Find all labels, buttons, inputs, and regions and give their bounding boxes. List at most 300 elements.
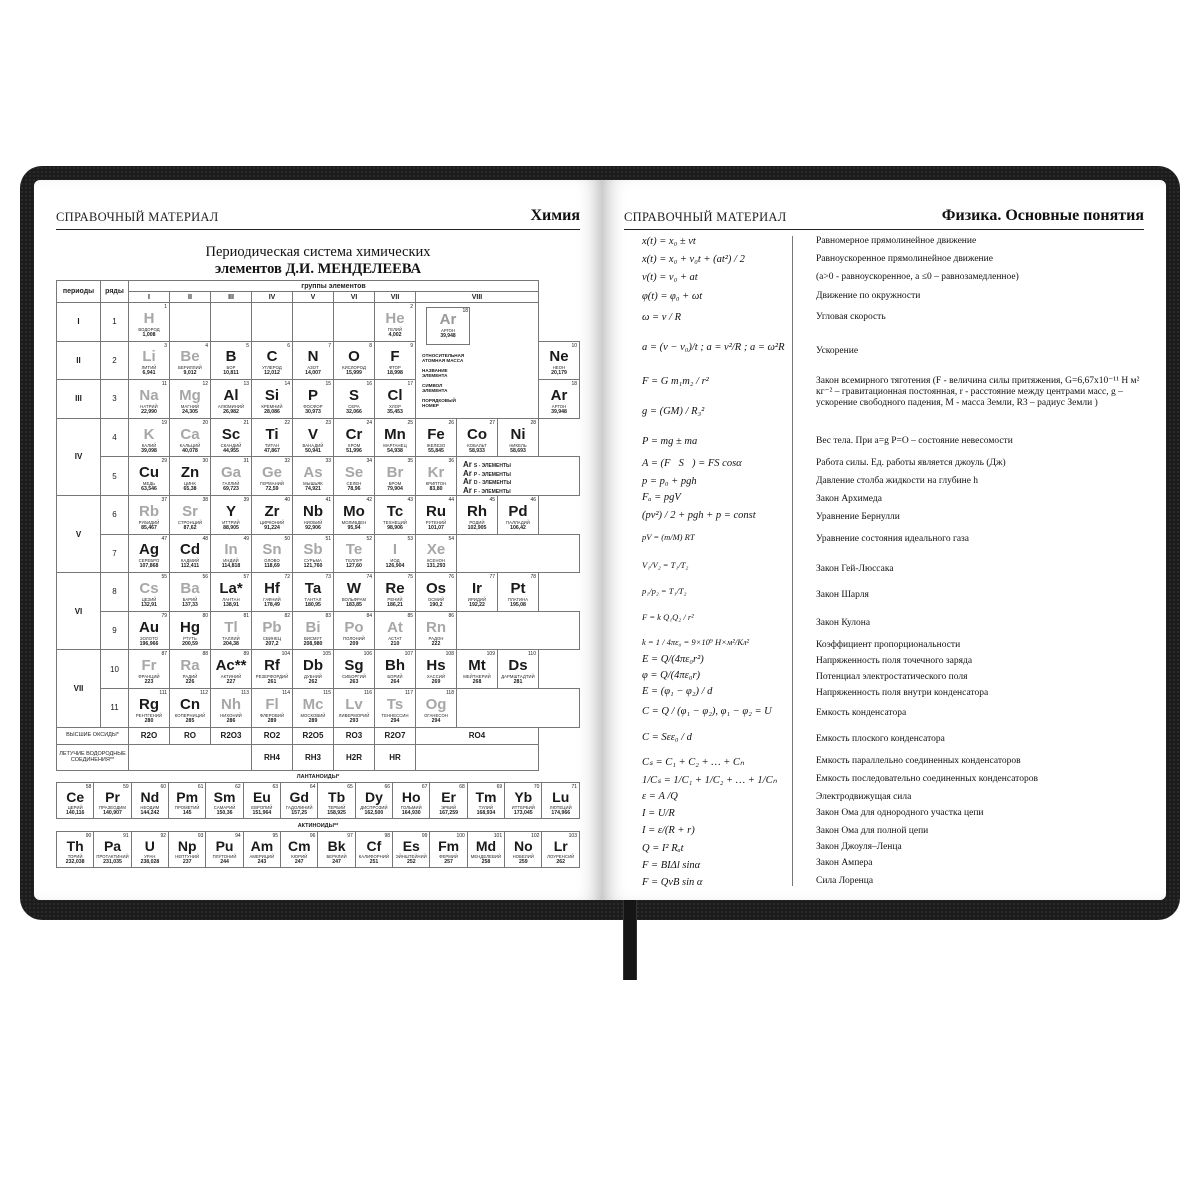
element-symbol: Os (425, 579, 446, 597)
element-symbol: Ir (471, 579, 482, 597)
element-name: ФОСФОР (303, 403, 323, 409)
element-symbol: Es (402, 838, 420, 854)
description-27: Закон Ома для полной цепи (816, 826, 929, 836)
element-mass: 262 (556, 859, 566, 865)
empty-cell (457, 688, 580, 727)
element-number: 9 (410, 342, 413, 349)
element-number: 18 (571, 381, 577, 388)
element-name: ИРИДИЙ (467, 596, 487, 602)
element-number: 74 (366, 574, 372, 581)
element-number: 112 (200, 689, 208, 696)
element-symbol: Cu (139, 464, 159, 482)
element-number: 55 (161, 574, 167, 581)
element-mass: 231,035 (103, 859, 122, 865)
col-header-rows: ряды (101, 281, 129, 303)
legend-caption: НОМЕР (422, 403, 439, 408)
element-mass: 204,38 (223, 640, 239, 647)
element-name: ХРОМ (347, 442, 361, 448)
group-header-V: V (293, 292, 334, 303)
description-20: Напряженность поля внутри конденсатора (816, 688, 989, 698)
description-22: Емкость плоского конденсатора (816, 734, 945, 744)
element-number: 88 (202, 651, 208, 658)
description-2: Равноускоренное прямолинейное движение (816, 254, 993, 264)
element-cell-Cd (170, 534, 211, 573)
element-name: ТАНТАЛ (304, 596, 322, 602)
element-mass: 238,028 (140, 859, 160, 865)
element-name: МЕЙТНЕРИЙ (463, 674, 491, 680)
element-cell-Na (129, 380, 170, 419)
element-mass: 286 (226, 717, 236, 724)
element-name: КАЛИФОРНИЙ (358, 854, 390, 859)
element-symbol: Cd (180, 541, 200, 559)
element-mass: 9,012 (183, 370, 197, 377)
description-16: Закон Кулона (816, 618, 871, 628)
element-number: 3 (164, 342, 167, 349)
element-number: 61 (197, 784, 204, 790)
element-number: 116 (364, 689, 372, 696)
element-mass: 258 (481, 859, 491, 865)
element-name: МЫШЬЯК (303, 481, 323, 487)
element-cell-La (211, 573, 252, 612)
element-cell-Ta (293, 573, 334, 612)
element-name: СЕРА (348, 403, 360, 409)
element-cell-Fr (129, 650, 170, 689)
element-symbol: I (392, 541, 398, 559)
element-name: ТАЛЛИЙ (222, 635, 240, 641)
element-symbol: W (346, 579, 362, 597)
element-mass: 262 (308, 679, 318, 686)
element-number: 30 (202, 458, 208, 465)
oxide-formula: R2O7 (375, 727, 416, 744)
element-symbol: Zn (180, 464, 200, 482)
lanthanides-label: ЛАНТАНОИДЫ* (296, 774, 340, 780)
element-name: НИОБИЙ (303, 519, 323, 525)
element-symbol: La* (219, 579, 243, 597)
element-number: 48 (202, 535, 208, 542)
element-name: РОДИЙ (469, 519, 485, 525)
element-number: 60 (160, 784, 167, 790)
element-cell-Sr (170, 495, 211, 534)
period-label: I (57, 303, 101, 342)
right-header-title: Физика. Основные понятия (941, 207, 1144, 224)
element-number: 114 (282, 689, 290, 696)
element-cell-Xe (416, 534, 457, 573)
element-symbol: N (307, 348, 319, 366)
element-symbol: C (266, 348, 278, 366)
element-name: КАЛЬЦИЙ (179, 442, 201, 448)
element-number: 21 (243, 419, 249, 426)
oxides-row (57, 727, 580, 744)
element-mass: 58,933 (469, 447, 485, 454)
legend-caption: ЭЛЕМЕНТА (422, 373, 448, 378)
element-symbol: S (348, 386, 359, 404)
element-cell-Mn (375, 418, 416, 457)
element-name: ЦИРКОНИЙ (259, 519, 285, 525)
element-type-symbol: Ar (463, 468, 472, 478)
element-number: 37 (161, 496, 167, 503)
element-symbol: Ne (549, 348, 569, 366)
element-symbol: Ar (550, 386, 568, 404)
element-name: МОСКОВИЙ (300, 712, 326, 718)
element-number: 5 (246, 342, 249, 349)
element-mass: 151,964 (252, 810, 272, 816)
element-mass: 65,38 (183, 486, 197, 493)
element-symbol: Sg (344, 657, 364, 675)
element-type-label: S - ЭЛЕМЕНТЫ (473, 463, 511, 470)
formula-20: φ = Q/(4πε₀r) (642, 670, 701, 681)
legend-number: 18 (462, 308, 468, 314)
element-cell-Ca (170, 418, 211, 457)
element-symbol: Al (223, 386, 239, 404)
element-mass: 24,305 (182, 408, 198, 415)
element-mass: 167,259 (439, 810, 458, 816)
period-label: IV (57, 418, 101, 495)
periodic-table (56, 280, 580, 771)
element-name: ЛОУРЕНСИЙ (547, 854, 575, 859)
element-name: СКАНДИЙ (220, 442, 242, 448)
oxide-formula: R2O (129, 727, 170, 744)
element-mass: 293 (349, 717, 359, 724)
element-name: УГЛЕРОД (262, 365, 282, 371)
element-mass: 200,59 (182, 640, 198, 647)
element-name: МЕДЬ (142, 481, 156, 487)
element-mass: 1,008 (142, 331, 156, 338)
element-name: НЕОДИМ (140, 805, 160, 810)
element-symbol: Pa (103, 838, 122, 854)
element-number: 19 (161, 419, 167, 426)
element-name: ЦЕРИЙ (67, 805, 83, 810)
element-symbol: Md (475, 838, 497, 854)
element-name: РУТЕНИЙ (425, 519, 447, 525)
element-symbol: Rn (426, 618, 446, 636)
element-symbol: Fl (265, 695, 279, 713)
element-name: ОЛОВО (264, 558, 280, 564)
formula-17: F = k Q₁Q₂ / r² (642, 612, 694, 622)
element-number: 35 (407, 458, 413, 465)
element-mass: 259 (518, 859, 528, 865)
element-mass: 137,33 (182, 601, 198, 608)
formula-25: 1/Cₛ = 1/C₁ + 1/C₂ + … + 1/Cₙ (642, 775, 777, 786)
element-cell-Tl (211, 611, 252, 650)
oxide-formula: R2O5 (293, 727, 334, 744)
element-symbol: B (225, 348, 237, 366)
element-symbol: Nb (303, 502, 323, 520)
element-mass: 63,546 (141, 486, 157, 493)
element-symbol: Y (225, 502, 236, 520)
element-cell-Sm (206, 783, 243, 819)
element-name: АЗОТ (307, 365, 319, 371)
description-30: Сила Лоренца (816, 876, 874, 886)
element-number: 79 (161, 612, 167, 619)
element-symbol: Nh (221, 695, 241, 713)
empty-cell (457, 457, 580, 496)
ribbon-bookmark (623, 900, 637, 980)
formula-18: k = 1 / 4πε₀ = 9×10⁹ Н×м²/Кл² (642, 637, 750, 647)
element-mass: 85,467 (141, 524, 157, 531)
formula-4: φ(t) = φ₀ + ωt (642, 291, 703, 302)
element-cell-Al (211, 380, 252, 419)
element-symbol: Co (467, 425, 487, 443)
element-mass: 174,966 (551, 810, 571, 816)
period-label: VI (57, 573, 101, 650)
element-symbol: Fe (427, 425, 445, 443)
element-symbol: Ag (139, 541, 159, 559)
element-cell-Ce (57, 783, 94, 819)
formula-19: E = Q/(4πε₀r²) (642, 654, 704, 665)
element-mass: 58,693 (510, 447, 526, 454)
element-name: ЦИНК (184, 481, 196, 487)
element-symbol: Er (441, 789, 456, 805)
element-cell-Md (467, 832, 504, 868)
element-name: ГАДОЛИНИЙ (285, 805, 313, 810)
element-cell-Rf (252, 650, 293, 689)
element-symbol: Am (250, 838, 274, 854)
row-label: 2 (101, 341, 129, 380)
left-page-chemistry (34, 180, 602, 900)
element-name: ЛЮТЕЦИЙ (549, 805, 572, 810)
element-mass: 40,078 (182, 447, 198, 454)
element-symbol: Og (425, 695, 447, 713)
formula-27: I = U/R (642, 808, 675, 819)
formula-7: F = G m₁m₂ / r² (642, 376, 709, 387)
element-name: САМАРИЙ (213, 805, 236, 810)
description-23: Емкость параллельно соединенных конденсаторов (816, 756, 1021, 766)
element-cell-Ag (129, 534, 170, 573)
description-19: Потенциал электростатического поля (816, 672, 968, 682)
element-symbol: Na (139, 386, 159, 404)
legend-caption: НАЗВАНИЕ (422, 368, 448, 373)
element-cell-Bh (375, 650, 416, 689)
element-number: 8 (369, 342, 372, 349)
element-mass: 6,941 (142, 370, 156, 377)
element-mass: 237 (182, 859, 192, 865)
element-number: 115 (323, 689, 331, 696)
element-name: БЕРИЛЛИЙ (178, 365, 202, 371)
element-mass: 257 (444, 859, 453, 865)
element-symbol: He (385, 309, 405, 327)
element-mass: 227 (226, 679, 236, 686)
element-name: ЦЕЗИЙ (141, 596, 157, 602)
element-mass: 178,49 (264, 601, 280, 608)
element-name: ФЛЕРОВИЙ (259, 712, 285, 718)
element-symbol: Si (264, 386, 280, 404)
formula-8: g = (GM) / R₃² (642, 406, 705, 417)
element-mass: 20,179 (551, 370, 567, 377)
element-number: 14 (284, 381, 290, 388)
element-cell-Mg (170, 380, 211, 419)
element-number: 44 (448, 496, 454, 503)
element-mass: 114,818 (221, 563, 241, 570)
element-cell-Pt (498, 573, 539, 612)
group-header-IV: IV (252, 292, 293, 303)
element-number: 100 (456, 833, 465, 839)
actinides-table (56, 831, 580, 868)
element-cell-In (211, 534, 252, 573)
empty-cell (252, 303, 293, 342)
element-symbol: Br (386, 464, 404, 482)
physics-column-divider (792, 236, 793, 886)
element-cell-Ba (170, 573, 211, 612)
element-cell-Eu (243, 783, 280, 819)
element-number: 73 (325, 574, 331, 581)
element-number: 101 (493, 833, 503, 839)
formula-14: pV = (m/M) RT (642, 532, 695, 542)
element-number: 4 (205, 342, 208, 349)
hydride-formula: RH4 (252, 744, 293, 770)
element-name: ПЛУТОНИЙ (212, 854, 237, 859)
element-mass: 28,086 (264, 408, 280, 415)
oxide-formula: R2O3 (211, 727, 252, 744)
element-mass: 126,904 (385, 563, 405, 570)
element-name: ТУЛИЙ (478, 805, 494, 810)
element-cell-Mc (293, 688, 334, 727)
element-mass: 91,224 (264, 524, 280, 531)
element-name: ГАЛЛИЙ (222, 481, 240, 487)
element-mass: 192,22 (469, 601, 485, 608)
element-symbol: Sm (213, 789, 236, 805)
empty-cell (334, 303, 375, 342)
element-symbol: Te (345, 541, 363, 559)
element-number: 111 (159, 689, 167, 696)
element-symbol: Be (180, 348, 200, 366)
element-number: 93 (197, 833, 204, 839)
element-name: ЛАНТАН (222, 596, 240, 602)
element-mass: 47,867 (264, 447, 280, 454)
element-symbol: Ca (180, 425, 200, 443)
element-mass: 196,966 (139, 640, 159, 647)
element-number: 20 (202, 419, 208, 426)
element-name: КИСЛОРОД (342, 365, 366, 371)
element-number: 117 (405, 689, 413, 696)
legend-symbol: Ar (439, 311, 457, 328)
element-cell-Th (57, 832, 94, 868)
element-cell-P (293, 380, 334, 419)
element-mass: 150,36 (216, 810, 233, 816)
element-cell-N (293, 341, 334, 380)
element-name: ТЕХНЕЦИЙ (383, 519, 407, 525)
element-number: 72 (284, 574, 290, 581)
element-cell-Li (129, 341, 170, 380)
element-symbol: Bk (327, 838, 346, 854)
description-13: Уравнение состояния идеального газа (816, 534, 970, 544)
period-label: VII (57, 650, 101, 727)
element-mass: 183,85 (346, 601, 362, 608)
description-9: Работа силы. Ед. работы является джоуль (Дж) (816, 458, 1006, 468)
element-symbol: O (348, 348, 360, 366)
element-number: 78 (530, 574, 536, 581)
element-mass: 289 (308, 717, 318, 724)
element-name: ХЛОР (389, 403, 401, 409)
element-cell-Ac (211, 650, 252, 689)
element-cell-W (334, 573, 375, 612)
element-mass: 268 (472, 679, 482, 686)
element-mass: 4,002 (388, 331, 402, 338)
element-name: ПАЛЛАДИЙ (506, 519, 530, 525)
element-name: ВОДОРОД (138, 326, 160, 332)
element-symbol: Gd (289, 789, 309, 805)
element-cell-Yb (505, 783, 542, 819)
description-15: Закон Шарля (816, 590, 869, 600)
element-mass: 50,941 (305, 447, 321, 454)
element-cell-Lv (334, 688, 375, 727)
element-number: 84 (366, 612, 372, 619)
element-name: СЕРЕБРО (138, 558, 160, 564)
element-name: ГЕЛИЙ (387, 326, 403, 332)
formula-11: p = p₀ + pgh (642, 476, 697, 487)
element-mass: 294 (390, 717, 400, 724)
row-label: 3 (101, 380, 129, 419)
element-cell-U (131, 832, 168, 868)
description-17: Коэффициент пропорциональности (816, 640, 961, 650)
element-number: 103 (568, 833, 577, 839)
element-number: 67 (421, 784, 428, 790)
element-number: 54 (448, 535, 454, 542)
element-symbol: Po (344, 618, 364, 636)
element-symbol: Au (139, 618, 159, 636)
period-label: V (57, 495, 101, 572)
element-number: 22 (284, 419, 290, 426)
element-mass: 210 (390, 640, 400, 647)
element-symbol: Li (142, 348, 156, 366)
element-cell-Hg (170, 611, 211, 650)
element-cell-O (334, 341, 375, 380)
element-name: ХАССИЙ (426, 674, 446, 680)
empty-cell (170, 303, 211, 342)
group-header-VI: VI (334, 292, 375, 303)
element-name: ИТТЕРБИЙ (511, 805, 535, 810)
element-name: НЕОН (552, 365, 566, 371)
empty-cell (416, 744, 539, 770)
element-cell-Cs (129, 573, 170, 612)
element-symbol: Cn (180, 695, 200, 713)
element-name: КЮРИЙ (291, 854, 308, 859)
element-mass: 98,906 (387, 524, 403, 531)
element-symbol: P (307, 386, 318, 404)
element-symbol: Ba (180, 579, 200, 597)
element-symbol: Pr (105, 789, 120, 805)
element-cell-Pd (498, 495, 539, 534)
element-mass: 35,453 (387, 408, 403, 415)
element-cell-Gd (281, 783, 318, 819)
row-label: 5 (101, 457, 129, 496)
table-row (57, 495, 580, 534)
element-mass: 269 (431, 679, 441, 686)
element-symbol: Tb (328, 789, 346, 805)
formula-6: a = (v − v₀)/t ; a = v²/R ; a = ω²R (642, 342, 785, 353)
element-cell-K (129, 418, 170, 457)
element-cell-Db (293, 650, 334, 689)
element-mass: 30,973 (305, 408, 321, 415)
element-symbol: K (143, 425, 155, 443)
element-name: ПРАЗЕОДИМ (99, 805, 127, 810)
element-cell-Lu (542, 783, 580, 819)
table-row (57, 611, 580, 650)
element-name: КАЛИЙ (141, 442, 157, 448)
element-mass: 127,60 (346, 563, 362, 570)
col-header-groups: группы элементов (129, 281, 539, 292)
element-name: БОР (226, 365, 236, 371)
element-mass: 138,91 (223, 601, 239, 608)
element-mass: 79,904 (387, 486, 403, 493)
legend-name: АРГОН (441, 328, 455, 333)
element-mass: 244 (220, 859, 229, 865)
element-name: СВИНЕЦ (262, 635, 282, 641)
element-cell-Mt (457, 650, 498, 689)
element-symbol: Rh (467, 502, 487, 520)
element-symbol: Xe (426, 541, 446, 559)
element-cell-Sg (334, 650, 375, 689)
element-number: 10 (571, 342, 577, 349)
